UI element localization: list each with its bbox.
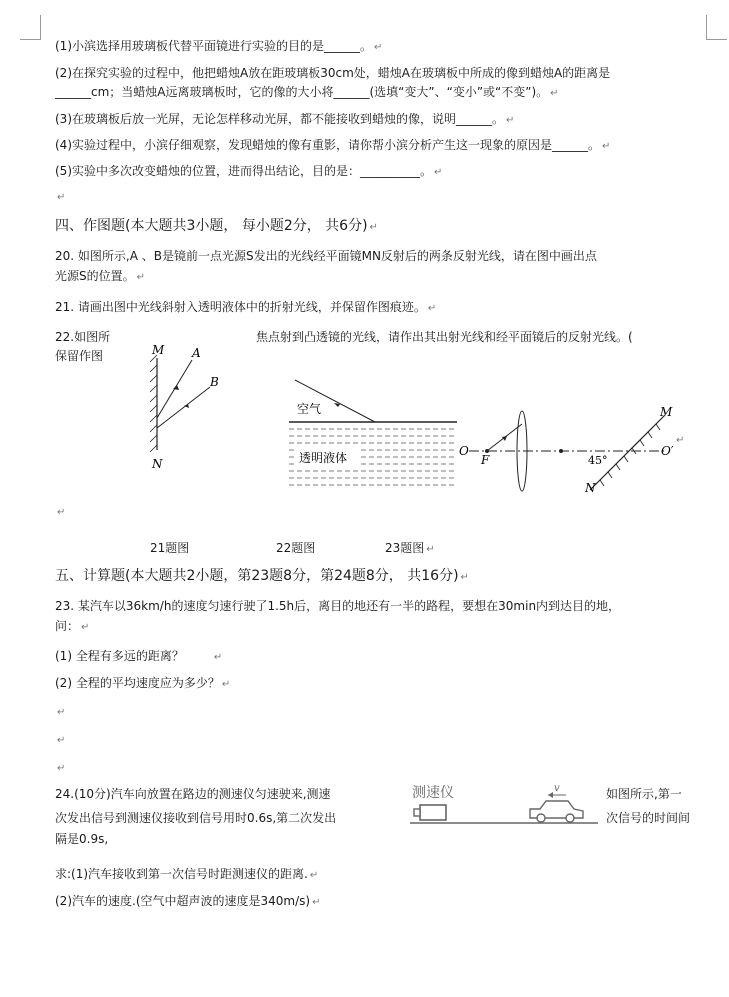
fig23-label-f: F [481,453,490,467]
paragraph-mark: ↵ [57,735,66,746]
q24-ask-1: 求:(1)汽车接收到第一次信号时距测速仪的距离. ↵ [55,867,319,881]
section-5-heading: 五、计算题(本大题共2小题，第23题8分，第24题8分， 共16分) ↵ [55,568,469,584]
fig21-label-m: M [152,343,165,357]
q24-ask-2: (2)汽车的速度.(空气中超声波的速度是340m/s) ↵ [55,894,321,908]
fig23-label-n: N [585,481,596,495]
fig21-label-b: B [210,375,219,389]
q24-line-1-right: 如图所示,第一 [606,787,682,801]
fig21-label-n: N [152,457,163,471]
fig23-label-o: O [459,444,469,458]
q23-line-2: 问： ↵ [55,619,90,633]
paragraph-mark: ↵ [57,192,66,203]
q20-line-2: 光源S的位置。 ↵ [55,269,146,283]
fig24-label-v: v [554,783,560,794]
figure-22-refraction [285,375,465,490]
q22-line-2: 保留作图 [55,349,104,363]
section-4-heading: 四、作图题(本大题共3小题， 每小题2分， 共6分) ↵ [55,218,378,234]
q23-item-1: (1) 全程有多远的距离？ ↵ [55,649,223,663]
q19-item-2b: ______cm；当蜡烛A远离玻璃板时，它的像的大小将______(选填“变大”、“变小”或“不变”)。 ↵ [55,85,559,99]
fig23-label-o-prime: O′ [661,444,674,458]
fig24-label-detector: 测速仪 [412,785,454,801]
q24-line-3: 隔是0.9s, [55,832,109,846]
q19-item-2a: (2)在探究实验的过程中，他把蜡烛A放在距玻璃板30cm处，蜡烛A在玻璃板中所成的像到蜡烛A的距离是 [55,66,611,80]
q22-line-1-right: 焦点射到凸透镜的光线，请作出其出射光线和经平面镜后的反射光线。( [256,330,633,344]
q19-item-5: (5)实验中多次改变蜡烛的位置，进而得出结论，目的是：__________。 ↵ [55,164,443,178]
paragraph-mark: ↵ [57,507,66,518]
q23-item-2: (2) 全程的平均速度应为多少？ ↵ [55,676,231,690]
q19-item-4: (4)实验过程中，小滨仔细观察，发现蜡烛的像有重影，请你帮小滨分析产生这一现象的原因是______。 ↵ [55,138,611,152]
q23-line-1: 23. 某汽车以36km/h的速度匀速行驶了1.5h后，离目的地还有一半的路程，要想在30min内到达目的地， [55,599,621,613]
caption-figure-23: 23题图 ↵ [385,541,435,555]
fig21-label-a: A [192,346,201,360]
caption-figure-21: 21题图 [150,541,190,555]
q19-item-1: (1)小滨选择用玻璃板代替平面镜进行实验的目的是______。 ↵ [55,39,383,53]
corner-mark-left [20,15,41,40]
paragraph-mark: ↵ [676,435,685,446]
q19-item-3: (3)在玻璃板后放一光屏，无论怎样移动光屏，都不能接收到蜡烛的像，说明______。 ↵ [55,112,515,126]
fig23-label-m: M [660,405,673,419]
q24-line-2-left: 次发出信号到测速仪接收到信号用时0.6s,第二次发出 [55,811,337,825]
q22-line-1-left: 22.如图所 [55,330,111,344]
q24-line-2-right: 次信号的时间间 [606,811,691,825]
caption-figure-22: 22题图 [276,541,316,555]
q21-text: 21. 请画出图中光线斜射入透明液体中的折射光线，并保留作图痕迹。 ↵ [55,300,437,314]
figure-21-mirror [140,340,230,480]
figure-23-lens-mirror [455,400,695,500]
figure-24-speed-detector [408,780,603,830]
fig22-label-liquid: 透明液体 [299,451,348,465]
paragraph-mark: ↵ [57,707,66,718]
paragraph-mark: ↵ [57,763,66,774]
fig23-label-angle: 45° [588,454,608,467]
corner-mark-right [706,15,727,40]
q24-line-1-left: 24.(10分)汽车向放置在路边的测速仪匀速驶来,测速 [55,787,331,801]
q20-line-1: 20. 如图所示,A 、B是镜前一点光源S发出的光线经平面镜MN反射后的两条反射光线，请在图中画出点 [55,249,597,263]
fig22-label-air: 空气 [297,402,322,416]
